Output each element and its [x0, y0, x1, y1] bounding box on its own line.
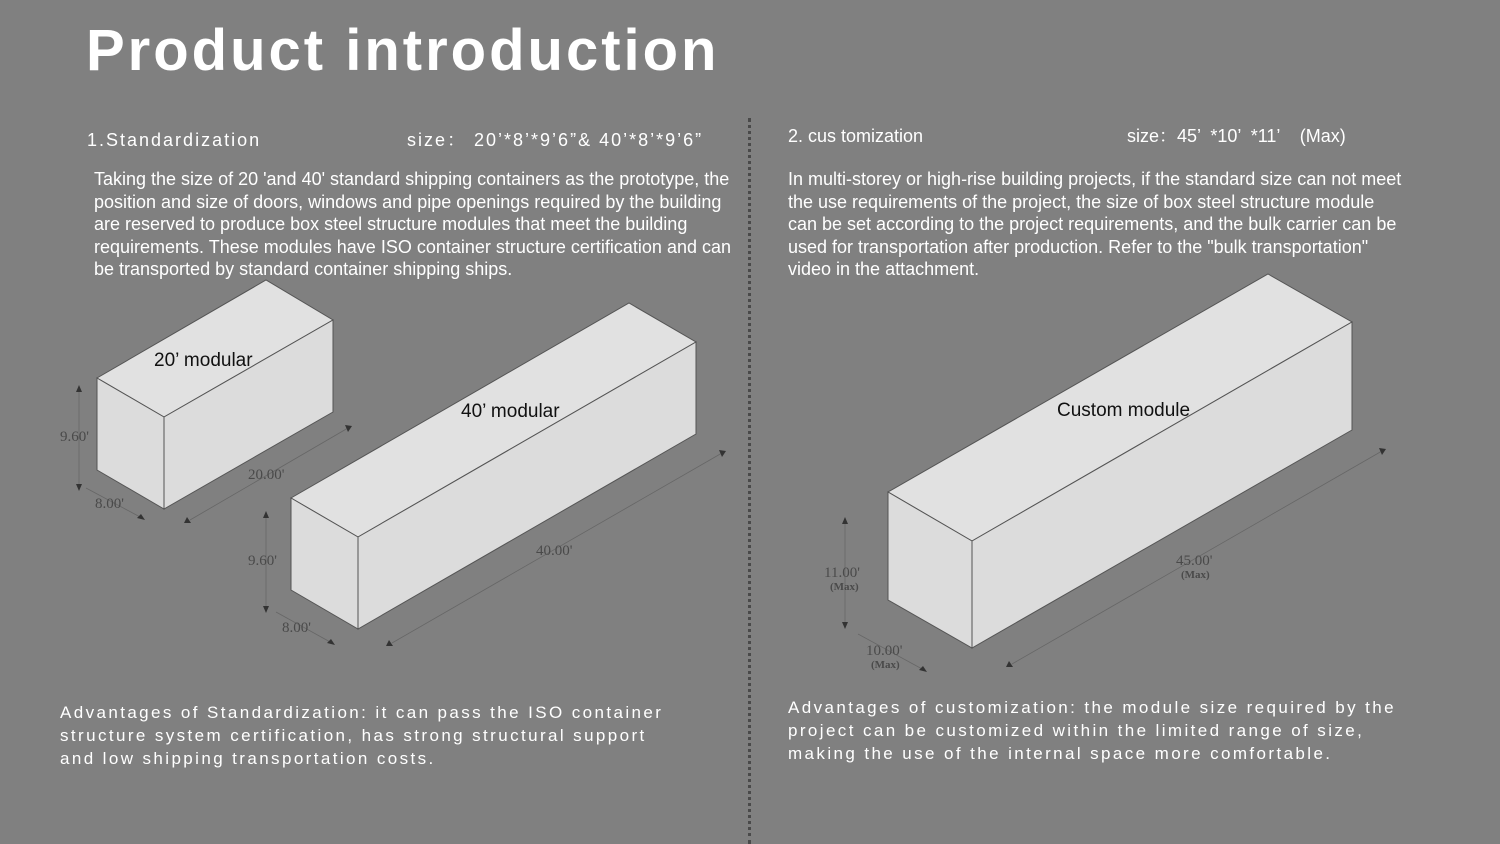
module-20-label: 20’ modular: [154, 350, 253, 371]
module-20-drawing: [60, 280, 352, 523]
custom-module-width-dim: 10.00': [866, 643, 903, 659]
module-40-height-dim: 9.60': [248, 553, 277, 569]
custom-module-height-note: (Max): [830, 581, 859, 593]
custom-module-length-note: (Max): [1181, 569, 1210, 581]
customization-size: size：45’ *10’ *11’ (Max): [1127, 126, 1346, 146]
custom-module-height-dim: 11.00': [824, 565, 860, 581]
custom-module-label: Custom module: [1057, 400, 1191, 421]
customization-heading: 2. cus tomization: [788, 126, 924, 146]
standardization-size: size： 20’*8’*9’6”& 40’*8’*9’6”: [407, 130, 704, 150]
customization-advantages: Advantages of customization: the module size required by the project can be customized within the limited range of size, making the use of the internal space more comfortable.: [788, 698, 1396, 763]
custom-module-drawing: [824, 274, 1386, 672]
module-40-label: 40’ modular: [461, 401, 560, 422]
standardization-advantages: Advantages of Standardization: it can pass the ISO container structure system certification, has strong structural support and low shipping transportation costs.: [60, 703, 664, 768]
module-40-length-dim: 40.00': [536, 543, 573, 559]
module-20-height-dim: 9.60': [60, 429, 89, 445]
page-title: Product introduction: [86, 18, 720, 83]
custom-module-width-note: (Max): [871, 659, 900, 671]
customization-description: In multi-storey or high-rise building projects, if the standard size can not meet the use requirements of the project, the size of box steel structure module can be set according to the project requirements, and the bulk carrier can be used for transportation after production. Refer to the "bulk transportation" video in the attachment.: [788, 169, 1402, 279]
module-40-width-dim: 8.00': [282, 620, 311, 636]
custom-module-length-dim: 45.00': [1176, 553, 1213, 569]
standardization-description: Taking the size of 20 'and 40' standard shipping containers as the prototype, the position and size of doors, windows and pipe openings required by the building are reserved to produce box steel structure modules that meet the building requirements. These modules have ISO container structure certification and can be transported by standard container shipping ships.: [94, 169, 731, 279]
standardization-heading: 1.Standardization: [87, 130, 262, 150]
module-20-length-dim: 20.00': [248, 467, 285, 483]
module-20-width-dim: 8.00': [95, 496, 124, 512]
